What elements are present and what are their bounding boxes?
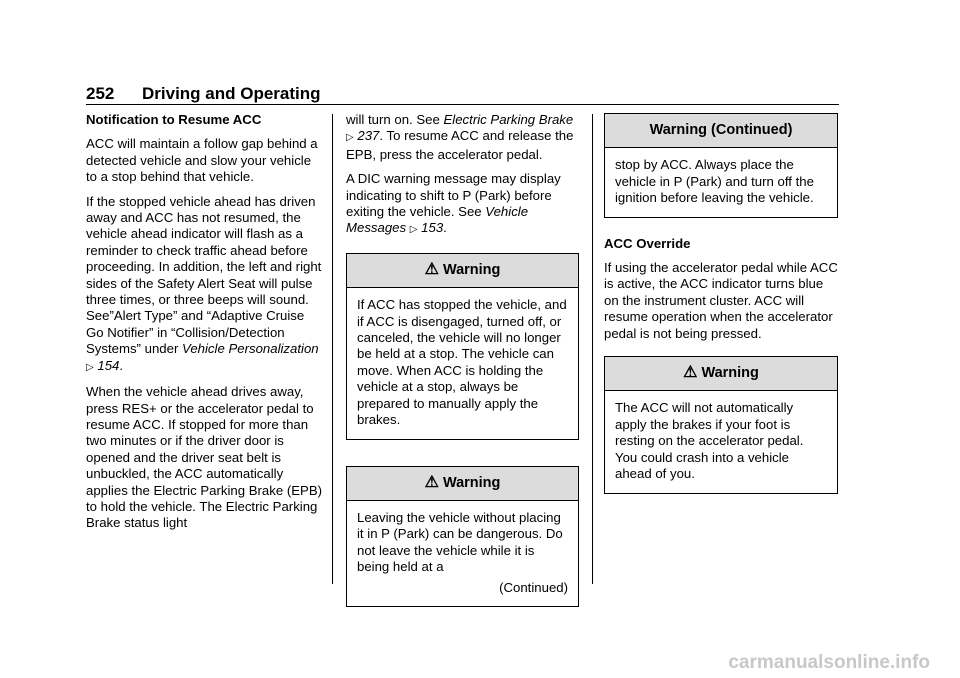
warning-box-2 [346, 466, 579, 607]
page-ref-arrow-icon: ▷ [86, 361, 94, 373]
warning-triangle-icon: ⚠ [683, 364, 698, 382]
column-divider-2 [592, 114, 593, 584]
watermark: carmanualsonline.info [728, 652, 930, 673]
xref-page: 237 [357, 128, 380, 144]
warning-title-text: Warning [701, 365, 759, 382]
xref-page: 153 [421, 220, 444, 236]
header-rule [86, 104, 839, 105]
page-header [86, 84, 321, 104]
section-title: Driving and Operating [142, 84, 321, 103]
warning-triangle-icon: ⚠ [424, 260, 439, 278]
column-divider-1 [332, 114, 333, 584]
page-number: 252 [86, 84, 115, 103]
warning-body: stop by ACC. Always place the vehicle in P (Park) and turn off the ignition before leaving the vehicle. [615, 157, 814, 206]
xref-label: Electric Parking Brake [443, 112, 574, 127]
xref-label: Vehicle Personalization [182, 341, 319, 357]
warning-body: The ACC will not automatically apply the brakes if your foot is resting on the accelerator pedal. You could crash into a vehicle ahead of you. [615, 400, 804, 482]
column-2 [346, 112, 579, 607]
warning-title: Warning (Continued) [605, 114, 837, 148]
xref-label: Vehicle Messages [346, 204, 529, 236]
warning-body [347, 501, 578, 606]
warning-title-text: Warning [442, 261, 501, 278]
paragraph-text: will turn on. See [346, 112, 440, 127]
warning-box-1 [346, 253, 579, 440]
warning-title [347, 467, 578, 501]
paragraph: When the vehicle ahead drives away, press RES+ or the accelerator pedal to resume ACC. If stopped for more than two minutes or if the driver door is opened and the driver seat belt is unbuckled, the ACC automatically applies the Electric Parking Brake (EPB) to hold the vehicle. The Electric Parking Brake status light [86, 384, 323, 531]
warning-title [605, 357, 837, 391]
continued-label: (Continued) [499, 579, 568, 595]
paragraph-text: A DIC warning message may display indicating to shift to P (Park) before exiting the vehicle. See [346, 171, 561, 220]
paragraph: A DIC warning message may display indicating to shift to P (Park) before exiting the vehicle. See Vehicle Messages ▷ 153. [346, 171, 561, 236]
xref-page: 154 [97, 357, 120, 373]
paragraph: If the stopped vehicle ahead has driven away and ACC has not resumed, the vehicle ahead indicator will flash as a reminder to check traffic ahead before proceeding. In addition, the left and right sides of the Safety Alert Seat will pulse three times, or three beeps will sound. See”Alert Type” and “Adaptive Cruise Go Notifier” in “Collision/Detection Systems” under Vehicle Personalization ▷ 154. [86, 193, 322, 373]
warning-title-text: Warning [442, 474, 501, 491]
paragraph-text: If the stopped vehicle ahead has driven away and ACC has not resumed, the vehicle ahead indicator will flash as a reminder to check traffic ahead before proceeding. In addition, the left and right sides of the Safety Alert Seat will pulse three times, or three beeps will sound. See”Alert Type” and “Adaptive Cruise Go Notifier” in “Collision/Detection Systems” under [86, 193, 322, 357]
column-3 [604, 113, 838, 494]
page-ref-arrow-icon: ▷ [346, 132, 354, 144]
warning-title [347, 254, 578, 288]
subhead-acc-override: ACC Override [604, 235, 691, 251]
paragraph: If using the accelerator pedal while ACC is active, the ACC indicator turns blue on the instrument cluster. ACC will resume operation when the accelerator pedal is not being pressed. [604, 260, 838, 341]
warning-body: If ACC has stopped the vehicle, and if ACC is disengaged, turned off, or canceled, the vehicle will no longer be held at a stop. The vehicle can move. When ACC is holding the vehicle at a stop, always be prepared to manually apply the brakes. [357, 297, 567, 428]
warning-box-3 [604, 356, 838, 493]
page-ref-arrow-icon: ▷ [409, 224, 418, 236]
subhead-notification: Notification to Resume ACC [86, 112, 262, 127]
warning-body-text: Leaving the vehicle without placing it in P (Park) can be dangerous. Do not leave the vehicle while it is being held at a [357, 509, 563, 575]
paragraph-text: . To resume ACC and release the EPB, press the accelerator pedal. [346, 128, 574, 162]
paragraph: ACC will maintain a follow gap behind a detected vehicle and slow your vehicle to a stop behind that vehicle. [86, 136, 318, 185]
column-1 [86, 112, 322, 540]
warning-triangle-icon: ⚠ [424, 473, 439, 491]
warning-box-continued [604, 113, 838, 218]
paragraph [346, 112, 579, 163]
